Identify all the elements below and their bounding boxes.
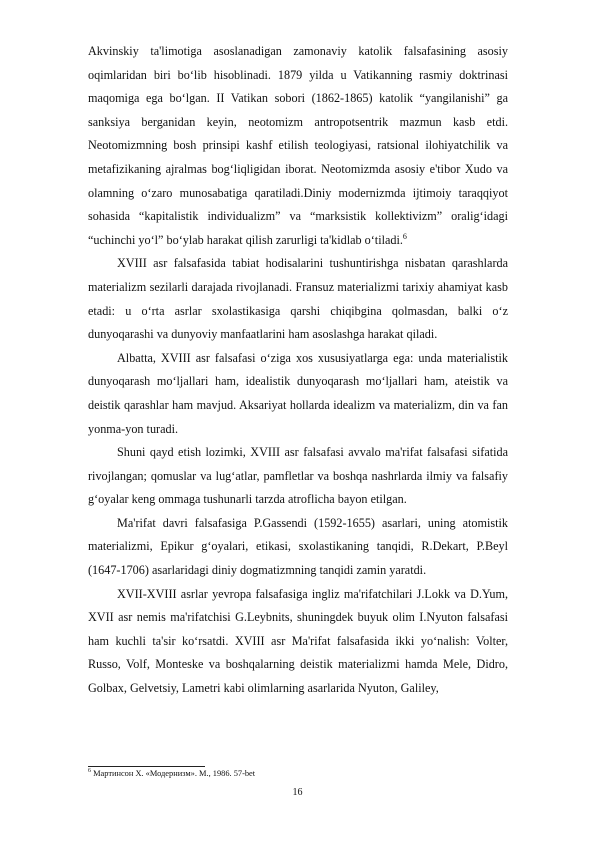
footnote-divider xyxy=(88,766,205,767)
footnote xyxy=(88,768,508,779)
paragraph-influences: XVII-XVIII asrlar yevropa falsafasiga ingliz ma'rifatchilari J.Lokk va D.Yum, XVII asr nemis ma'rifatchisi G.Leybnits, shuningdek buyuk olim I.Nyuton falsafasi ham kuchli ta'sir ko‘rsatdi. XVIII asr Ma'rifat falsafasida ikki yo‘nalish: Volter, Russo, Volf, Monteske va boshqalarning deistik materializmi hamda Mele, Didro, Golbax, Gelvetsiy, Lametri kabi olimlarning asarlarida Nyuton, Galiley, xyxy=(88,586,508,696)
body-text xyxy=(88,40,508,701)
paragraph-enlightenment: Shuni qayd etish lozimki, XVIII asr falsafasi avvalo ma'rifat falsafasi sifatida rivojlangan; qomuslar va lug‘atlar, pamfletlar va boshqa nashrlarda ilmiy va falsafiy g‘oyalar keng ommaga tushunarli tarzda atroflicha bayon etilgan. xyxy=(88,445,508,507)
footnote-number: 6 xyxy=(88,768,91,775)
paragraph-gassendi: Ma'rifat davri falsafasiga P.Gassendi (1592-1655) asarlari, uning atomistik materializmi, Epikur g‘oyalari, etikasi, sxolastikaning tanqidi, R.Dekart, P.Beyl (1647-1706) asarlaridagi diniy dogmatizmning tanqidi zamin yaratdi. xyxy=(88,515,508,578)
footnote-reference: 6 xyxy=(402,231,407,241)
paragraph-text: Akvinskiy ta'limotiga asoslanadigan zamonaviy katolik falsafasining asosiy oqimlaridan biri bo‘lib hisoblinadi. 1879 yilda u Vatikanning rasmiy doktrinasi maqomiga ega bo‘lgan. II Vatikan sobori (1862-1865) katolik “yangilanishi” ga sanksiya berganidan keyin, neotomizm antropotsentrik mazmun kasb etdi. Neotomizmning bosh prinsipi kashf etilish teologiyasi, ratsional ilohiyatchilik va metafizikaning ajralmas bog‘liqligidan iborat. Neotomizmda asosiy e'tibor Xudo va olamning o‘zaro munosabatiga qaratiladi.Diniy modernizmda ijtimoiy taraqqiyot sohasida “kapitalistik individualizm” va “marksistik kollektivizm” oralig‘idagi “uchinchi yo‘l” bo‘ylab harakat qilish zarurligi ta'kidlab o‘tiladi. xyxy=(88,44,508,247)
paragraph-materialism: XVIII asr falsafasida tabiat hodisalarini tushuntirishga nisbatan qarashlarda materializm sezilarli darajada rivojlanadi. Fransuz materializmi tarixiy ahamiyat kasb etadi: u o‘rta asrlar sxolastikasiga qarshi chiqibgina qolmasdan, balki o‘z dunyoqarashi va dunyoviy manfaatlarini ham asoslashga harakat qiladi. xyxy=(88,256,508,342)
page-number: 16 xyxy=(292,787,303,798)
paragraph-neotomism xyxy=(88,40,508,252)
footnote-text: Мартинсон Х. «Модернизм». М., 1986. 57-bet xyxy=(93,769,256,778)
paragraph-features: Albatta, XVIII asr falsafasi o‘ziga xos xususiyatlarga ega: unda materialistik dunyoqarash mo‘ljallari ham, idealistik dunyoqarash mo‘ljallari ham, ateistik va deistik qarashlar ham mavjud. Aksariyat hollarda idealizm va materializm, din va fan yonma-yon turadi. xyxy=(88,350,508,436)
